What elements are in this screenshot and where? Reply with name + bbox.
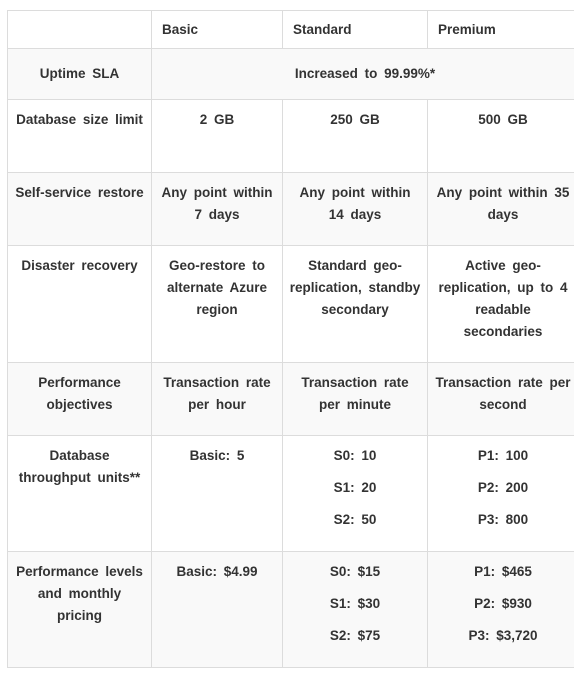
pricing-premium-p3: P3: $3,720 [468, 628, 538, 643]
row-label-performance: Performance objectives [8, 363, 152, 436]
pricing-standard-s0: S0: $15 [329, 564, 381, 579]
throughput-standard-s1: S1: 20 [333, 480, 377, 495]
pricing-premium [428, 552, 574, 668]
performance-standard: Transaction rate per minute [283, 363, 428, 436]
throughput-premium-p2: P2: 200 [477, 480, 529, 495]
row-label-pricing: Performance levels and monthly pricing [8, 552, 152, 668]
header-blank [8, 11, 152, 49]
pricing-standard [283, 552, 428, 668]
performance-basic: Transaction rate per hour [152, 363, 283, 436]
throughput-standard-s0: S0: 10 [333, 448, 377, 463]
pricing-standard-s2: S2: $75 [329, 628, 381, 643]
header-premium: Premium [428, 11, 574, 49]
disaster-recovery-basic: Geo-restore to alternate Azure region [152, 246, 283, 363]
throughput-basic [152, 436, 283, 552]
header-standard: Standard [283, 11, 428, 49]
pricing-basic-value: Basic: $4.99 [176, 564, 258, 579]
performance-premium: Transaction rate per second [428, 363, 574, 436]
db-size-premium: 500 GB [428, 100, 574, 173]
table-row-throughput [8, 436, 574, 552]
disaster-recovery-standard: Standard geo-replication, standby secondary [283, 246, 428, 363]
row-label-disaster-recovery: Disaster recovery [8, 246, 152, 363]
restore-premium: Any point within 35 days [428, 173, 574, 246]
pricing-basic [152, 552, 283, 668]
table-row-uptime [8, 49, 574, 100]
db-size-standard: 250 GB [283, 100, 428, 173]
header-basic: Basic [152, 11, 283, 49]
uptime-sla-value: Increased to 99.99%* [152, 49, 574, 100]
disaster-recovery-premium: Active geo-replication, up to 4 readable secondaries [428, 246, 574, 363]
pricing-premium-p2: P2: $930 [474, 596, 532, 611]
pricing-premium-p1: P1: $465 [474, 564, 532, 579]
table-row-performance [8, 363, 574, 436]
table-header-row [8, 11, 574, 49]
throughput-premium [428, 436, 574, 552]
restore-basic: Any point within 7 days [152, 173, 283, 246]
service-tier-comparison-table [7, 10, 574, 668]
table-row-db-size [8, 100, 574, 173]
throughput-premium-p3: P3: 800 [477, 512, 529, 527]
row-label-throughput: Database throughput units** [8, 436, 152, 552]
table-row-pricing [8, 552, 574, 668]
table-row-disaster-recovery [8, 246, 574, 363]
restore-standard: Any point within 14 days [283, 173, 428, 246]
row-label-uptime: Uptime SLA [8, 49, 152, 100]
row-label-restore: Self-service restore [8, 173, 152, 246]
pricing-standard-s1: S1: $30 [329, 596, 381, 611]
throughput-basic-value: Basic: 5 [189, 448, 245, 463]
throughput-standard-s2: S2: 50 [333, 512, 377, 527]
throughput-standard [283, 436, 428, 552]
db-size-basic: 2 GB [152, 100, 283, 173]
table-row-restore [8, 173, 574, 246]
throughput-premium-p1: P1: 100 [477, 448, 529, 463]
row-label-db-size: Database size limit [8, 100, 152, 173]
